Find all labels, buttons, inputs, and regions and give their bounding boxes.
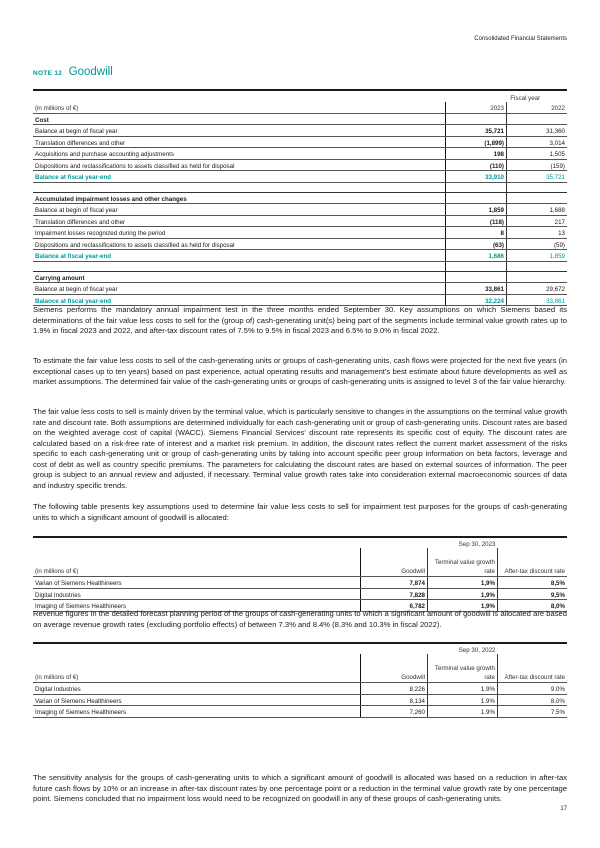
column-header-growth-rate: Terminal value growth rate [428,548,498,577]
table-row: Dispositions and reclassifications to assets classified as held for disposal (63) (59) [33,238,567,250]
assumptions-2022-table [33,642,567,718]
table-caption: Sep 30, 2023 [458,540,496,548]
column-header-2022: 2022 [507,102,568,113]
table-row: Digital Industries 7,828 1,9% 9,5% [33,588,567,600]
page-number: 17 [560,806,567,812]
table-row: Varian of Siemens Healthineers 8,134 1.9% 8.0% [33,694,567,706]
assumptions-2023-table [33,536,567,612]
total-row: Balance at fiscal year-end 33,910 35,721 [33,171,567,183]
table-row: Imaging of Siemens Healthineers 6,782 1,9% 8,0% [33,600,567,612]
paragraph-fair-value-estimate: To estimate the fair value less costs to sell of the cash-generating units or groups of cash-generating units, cash flows were projected for the next five years (in exceptional cases up to ten years) based on past experience, actual operating results and management's best estimate about future developments as well as market assumptions. The determined fair value of the cash-generating units or groups of cash-generating units is assigned to level 3 of the fair value hierarchy. [33,356,567,386]
running-header: Consolidated Financial Statements [474,36,567,42]
unit-label: (in millions of €) [33,102,446,113]
column-header-discount-rate: After-tax discount rate [498,654,568,683]
section-header: Carrying amount [33,271,567,283]
paragraph-sensitivity-analysis: The sensitivity analysis for the groups of cash-generating units to which a significant amount of goodwill is allocated was based on a reduction in after-tax future cash flows by 10% or an increase in after-tax discount rates by one percentage point or a reduction in the terminal value growth rate by one percentage point. Siemens concluded that no impairment loss would need to be recognized on goodwill in any of these groups of cash-generating units. [33,773,567,803]
table-row: Translation differences and other (1,899) 3,014 [33,136,567,148]
table-row: Balance at begin of fiscal year 35,721 31,360 [33,125,567,137]
table-row: Balance at begin of fiscal year 33,861 29,672 [33,283,567,295]
column-header-goodwill: Goodwill [361,654,428,683]
note-label: NOTE 12 [33,70,63,77]
goodwill-table [33,89,567,306]
column-header-growth-rate: Terminal value growth rate [428,654,498,683]
unit-label: (in millions of €) [33,548,361,577]
column-header-2023: 2023 [446,102,507,113]
paragraph-revenue-growth: Revenue figures in the detailed forecast planning period of the groups of cash-generating units to which a significant amount of goodwill is allocated are based on average revenue growth rates (excluding portfolio effects) of between 7.3% and 8.4% (8.3% and 10.3% in fiscal 2022). [33,609,567,629]
paragraph-terminal-value: The fair value less costs to sell is mainly driven by the terminal value, which is particularly sensitive to changes in the assumptions on the terminal value growth rate and discount rate. Both assumptions are determined individually for each cash-generating unit or group of cash-generating units. Discount rates are based on the weighted average cost of capital (WACC). Siemens Financial Services' discount rate represents its specific cost of equity. The discount rates are calculated based on a risk-free rate of interest and a market risk premium. In addition, the discount rates reflect the current market assessment of the risks specific to each cash-generating unit or group of cash-generating units by taking into account specific peer group information on beta factors, leverage and cost of debt as well as country specific premiums. The parameters for calculating the discount rates are based on external sources of information. The peer group is subject to an annual review and adjusted, if necessary. Terminal value growth rates take into consideration external macroeconomic sources of data and industry specific trends. [33,407,567,490]
paragraph-impairment-test: Siemens performs the mandatory annual impairment test in the three months ended September 30. Key assumptions on which Siemens based its determinations of the fair value less costs to sell for the (group of) cash-generating unit(s) being part of the segments include terminal value growth rates up to 1.9% in fiscal 2023 and 2022, and after-tax discount rates of 7.5% to 9.5% in fiscal 2023 and 6.5% to 9.0% in fiscal 2022. [33,305,567,335]
total-row: Balance at fiscal year-end 32,224 33,861 [33,294,567,306]
table-row: Imaging of Siemens Healthineers 7,260 1.9% 7.5% [33,706,567,718]
unit-label: (in millions of €) [33,654,361,683]
table-row: Varian of Siemens Healthineers 7,874 1,9% 8,5% [33,577,567,589]
note-title: Goodwill [68,66,113,78]
table-row: Acquisitions and purchase accounting adjustments 198 1,505 [33,148,567,160]
table-row: Balance at begin of fiscal year 1,859 1,688 [33,204,567,216]
note-heading [33,62,113,80]
section-header: Cost [33,113,567,125]
table-row: Dispositions and reclassifications to assets classified as held for disposal (110) (159) [33,159,567,171]
total-row: Balance at fiscal year-end 1,686 1,859 [33,250,567,262]
column-header-discount-rate: After-tax discount rate [498,548,568,577]
table-row: Digital Industries 8,226 1.9% 9.0% [33,683,567,695]
table-row: Translation differences and other (118) 217 [33,215,567,227]
table-caption: Fiscal year [510,94,541,102]
paragraph-table-intro: The following table presents key assumptions used to determine fair value less costs to sell for impairment test purposes for the groups of cash-generating units to which a significant amount of goodwill is allocated: [33,502,567,522]
section-header: Accumulated impairment losses and other changes [33,192,567,204]
column-header-goodwill: Goodwill [361,548,428,577]
table-row: Impairment losses recognized during the period 8 13 [33,227,567,239]
table-caption: Sep 30, 2022 [458,646,496,654]
